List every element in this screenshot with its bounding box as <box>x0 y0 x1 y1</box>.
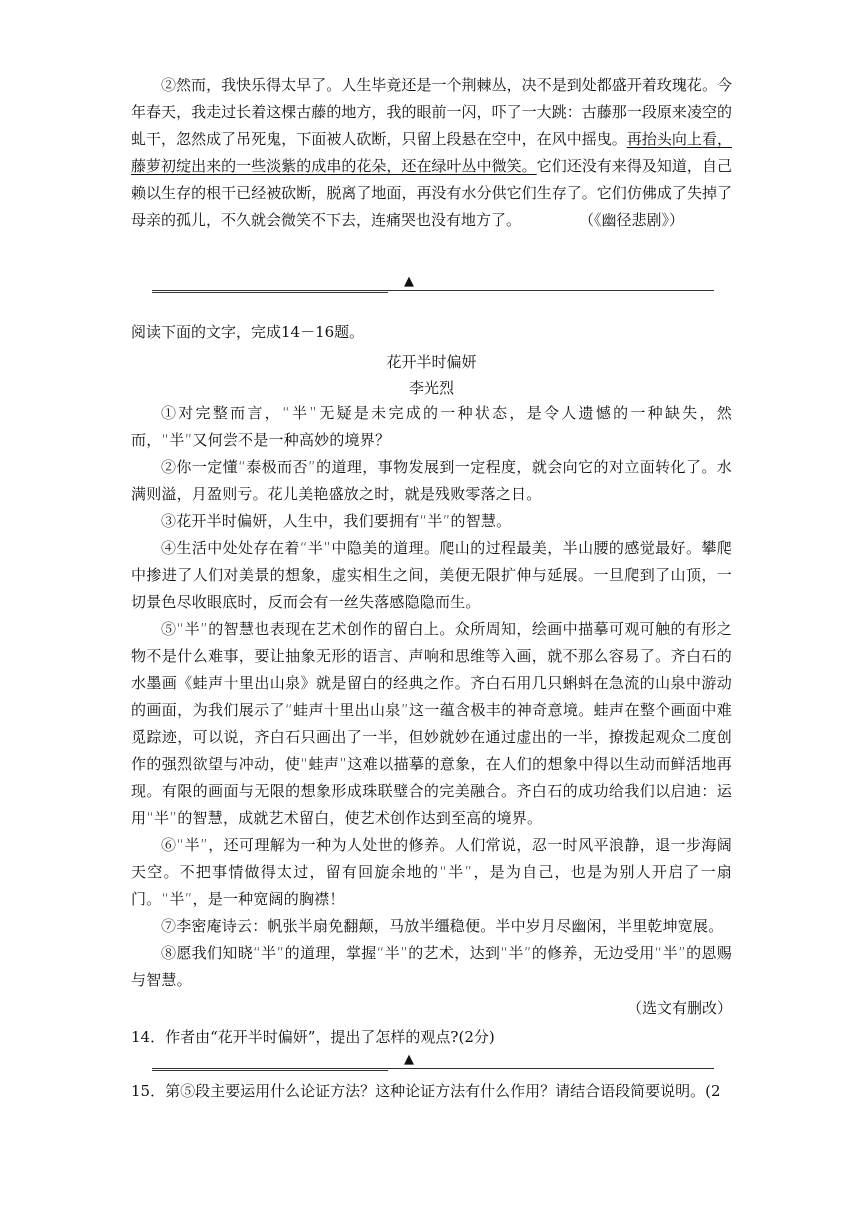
answer-triangle-icon: ▲ <box>404 1052 414 1067</box>
essay-paragraph-1: ①对完整而言，“半”无疑是未完成的一种状态，是令人遗憾的一种缺失，然而，“半”又何尝不是一种高妙的境界？ <box>131 404 732 449</box>
answer-rule <box>152 1068 714 1069</box>
question-14: 14．作者由“花开半时偏妍”，提出了怎样的观点?(2分) <box>131 1028 495 1046</box>
source-citation: （《幽径悲剧》） <box>579 211 685 229</box>
answer-rule <box>152 290 714 291</box>
paragraph-text-start: ②然而，我快乐得太早了。人生毕竟还是一个荆棘丛，决不是到处都盛开着玫瑰花。今年春天，我走过长着这棵古藤的地方，我的眼前一闪，吓了一大跳：古藤那一段原来凌空的虬干，忽然成了吊死鬼，下面被人砍断，只留上段悬在空中，在风中摇曳。 <box>131 76 732 148</box>
underlined-sentence: 再抬头向上看，藤萝初绽出来的一些淡紫的成串的花朵，还在绿叶丛中微笑。 <box>131 130 732 175</box>
essay-paragraph-8: ⑧愿我们知晓“半”的道理，掌握“半”的艺术，达到“半”的修养，无边受用“半”的恩赐与智慧。 <box>131 944 732 989</box>
answer-triangle-icon: ▲ <box>404 274 414 289</box>
essay-author: 李光烈 <box>408 379 454 397</box>
question-15: 15．第⑤段主要运用什么论证方法？这种论证方法有什么作用？请结合语段简要说明。(2 <box>131 1082 721 1100</box>
passage-paragraph-2 <box>131 72 732 234</box>
paragraph-text-end: 它们还没有来得及知道，自己赖以生存的根干已经被砍断，脱离了地面，再没有水分供它们生存了。它们仿佛成了失掉了母亲的孤儿，不久就会微笑不下去，连痛哭也没有地方了。 <box>131 157 732 229</box>
essay-paragraph-5: ⑤“半”的智慧也表现在艺术创作的留白上。众所周知，绘画中描摹可观可触的有形之物不是什么难事，要让抽象无形的语言、声响和思维等入画，就不那么容易了。齐白石的水墨画《蛙声十里出山泉》就是留白的经典之作。齐白石用几只蝌蚪在急流的山泉中游动的画面，为我们展示了“蛙声十里出山泉”这一蕴含极丰的神奇意境。蛙声在整个画面中难觅踪迹，可以说，齐白石只画出了一半，但妙就妙在通过虚出的一半，撩拨起观众二度创作的强烈欲望与冲动，使“蛙声”这难以描摹的意象，在人们的想象中得以生动而鲜活地再现。有限的画面与无限的想象形成珠联璧合的完美融合。齐白石的成功给我们以启迪：运用“半”的智慧，成就艺术留白，使艺术创作达到至高的境界。 <box>131 620 732 827</box>
essay-title: 花开半时偏妍 <box>386 353 477 371</box>
essay-body <box>131 400 732 994</box>
essay-paragraph-6: ⑥“半”，还可理解为一种为人处世的修养。人们常说，忍一时风平浪静，退一步海阔天空。不把事情做得太过，留有回旋余地的“半”，是为自己，也是为别人开启了一扇门。“半”，是一种宽阔的胸襟！ <box>131 836 732 908</box>
essay-paragraph-3: ③花开半时偏妍，人生中，我们要拥有“半”的智慧。 <box>161 512 512 530</box>
source-note: （选文有删改） <box>626 999 732 1017</box>
answer-line <box>152 274 714 294</box>
essay-paragraph-7: ⑦李密庵诗云：帆张半扇免翻颠，马放半缰稳便。半中岁月尽幽闲，半里乾坤宽展。 <box>161 917 724 935</box>
essay-paragraph-4: ④生活中处处存在着“半”中隐美的道理。爬山的过程最美，半山腰的感觉最好。攀爬中掺进了人们对美景的想象，虚实相生之间，美便无限扩伸与延展。一旦爬到了山顶，一切景色尽收眼底时，反而会有一丝失落感隐隐而生。 <box>131 539 732 611</box>
essay-paragraph-2: ②你一定懂“泰极而否”的道理，事物发展到一定程度，就会向它的对立面转化了。水满则溢，月盈则亏。花儿美艳盛放之时，就是残败零落之日。 <box>131 458 732 503</box>
reading-instruction: 阅读下面的文字，完成14－16题。 <box>131 323 365 341</box>
answer-line <box>152 1052 714 1072</box>
